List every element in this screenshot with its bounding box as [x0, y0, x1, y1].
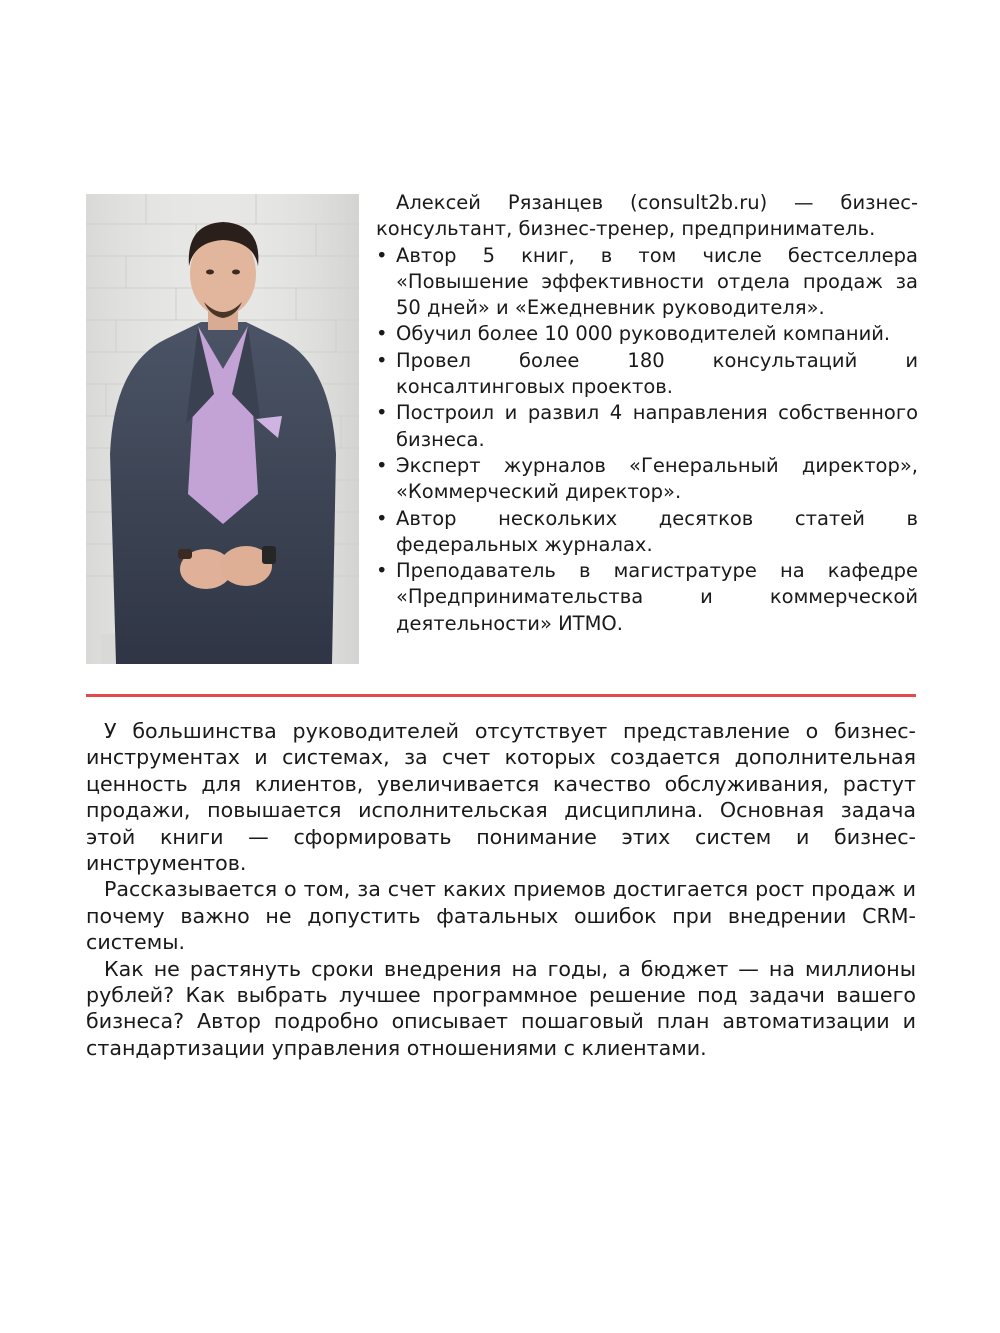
list-item: • Провел более 180 консультаций и консалтинговых проектов. [376, 348, 918, 399]
bullet-icon: • [376, 453, 388, 477]
list-item: • Преподаватель в магистратуре на кафедре «Предпринимательства и коммерческой деятельности» ИТМО. [376, 559, 918, 635]
bullet-icon: • [376, 559, 388, 583]
author-bio [376, 190, 918, 637]
list-item: • Обучил более 10 000 руководителей компаний. [376, 321, 918, 347]
description-paragraph: Как не растянуть сроки внедрения на годы, а бюджет — на миллионы рублей? Как выбрать лучшее программное решение под задачи вашего бизнеса? Автор подробно описывает пошаговый план автоматизации и стандартизации управления отношениями с клиентами. [86, 956, 916, 1060]
author-facts-list [376, 243, 918, 637]
bullet-icon: • [376, 348, 388, 372]
list-item: • Эксперт журналов «Генеральный директор», «Коммерческий директор». [376, 453, 918, 504]
bullet-icon: • [376, 401, 388, 425]
author-photo [86, 194, 359, 664]
bullet-icon: • [376, 506, 388, 530]
list-item: • Построил и развил 4 направления собственного бизнеса. [376, 401, 918, 451]
description-paragraph: У большинства руководителей отсутствует представление о бизнес-инструментах и системах, за счет которых создается дополнительная ценность для клиентов, увеличивается качество обслуживания, растут продажи, повышается исполнительская дисциплина. Основная задача этой книги — сформировать понимание этих систем и бизнес-инструментов. [86, 719, 916, 876]
list-item: • Автор нескольких десятков статей в федеральных журналах. [376, 506, 918, 556]
bullet-icon: • [376, 243, 388, 267]
author-intro: Алексей Рязанцев (consult2b.ru) — бизнес-консультант, бизнес-тренер, предприниматель. [376, 191, 918, 241]
author-portrait-icon [86, 194, 359, 664]
description-paragraph: Рассказывается о том, за счет каких приемов достигается рост продаж и почему важно не допустить фатальных ошибок при внедрении CRM-системы. [86, 877, 916, 955]
author-block [86, 190, 918, 666]
bullet-icon: • [376, 322, 388, 346]
section-divider [86, 694, 916, 697]
list-item: • Автор 5 книг, в том числе бестселлера «Повышение эффективности отдела продаж за 50 дней» и «Ежедневник руководителя». [376, 243, 918, 320]
book-description [86, 718, 916, 1061]
